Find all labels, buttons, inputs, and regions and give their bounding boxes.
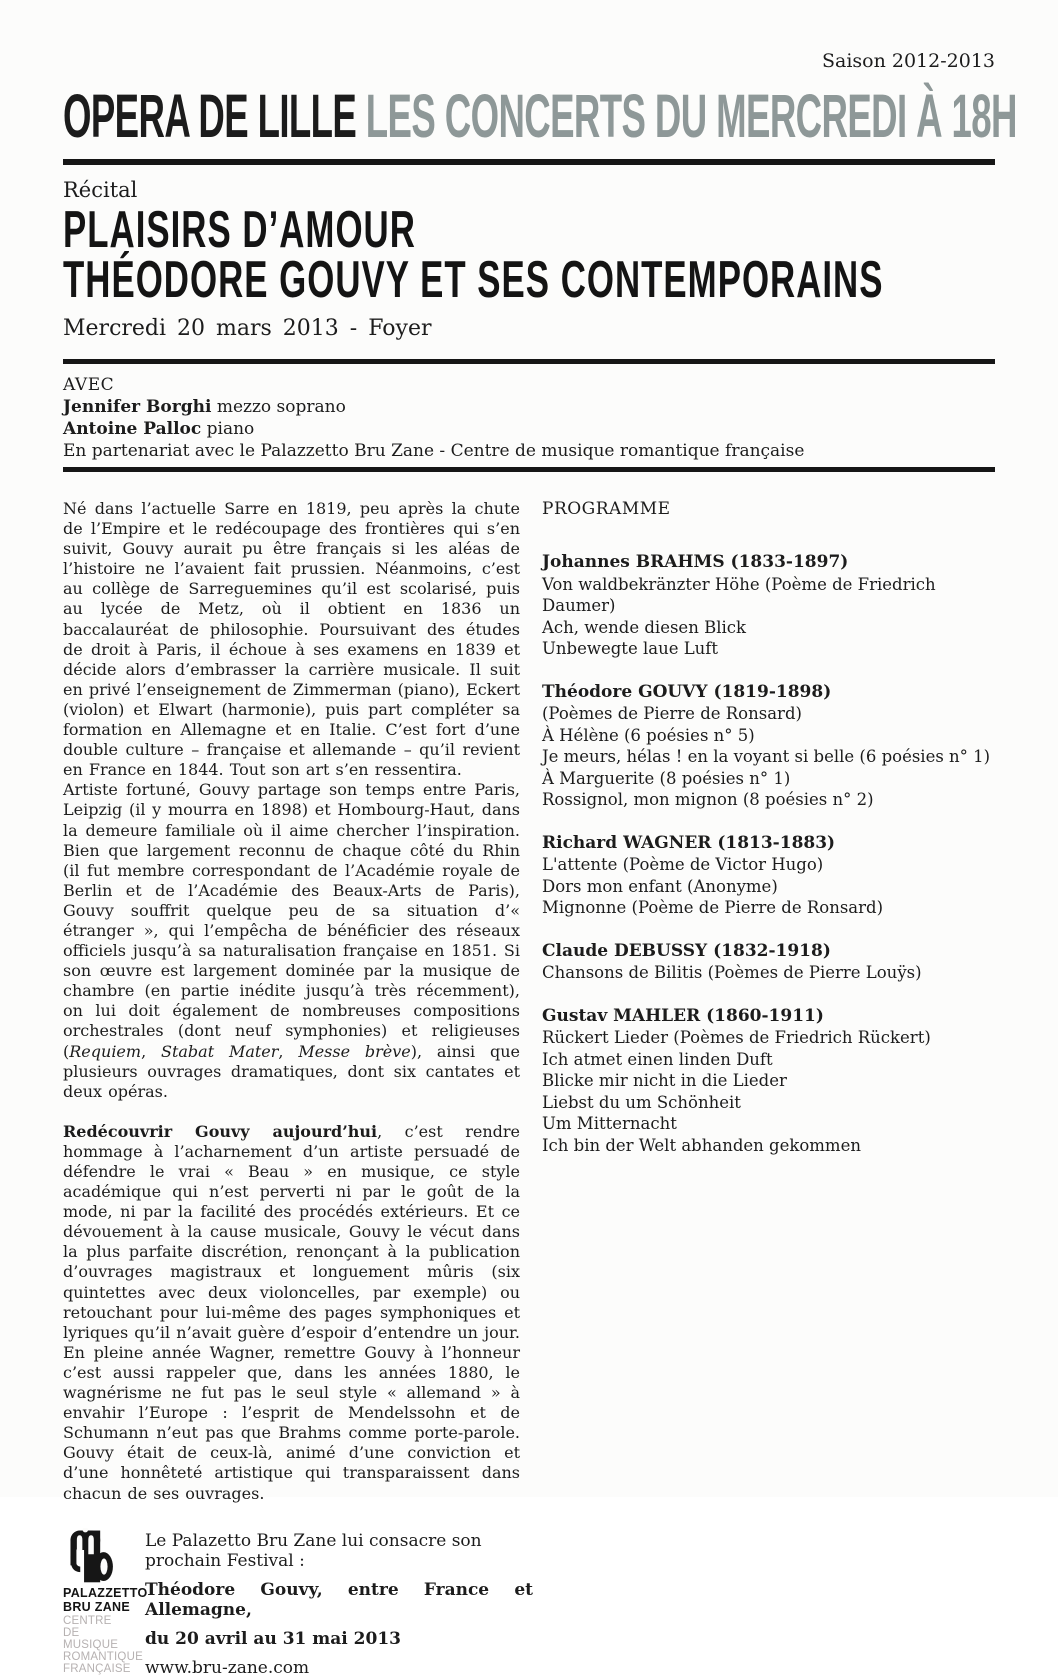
content-columns: [63, 499, 995, 1504]
masthead: [63, 82, 1017, 150]
event-title-line1: PLAISIRS D’AMOUR: [63, 201, 416, 259]
work-title: Ich atmet einen linden Duft: [542, 1049, 773, 1069]
programme-section: [542, 682, 995, 811]
work-title: Liebst du um Schönheit: [542, 1092, 741, 1112]
work-title: À Marguerite (8 poésies n° 1): [542, 768, 791, 788]
work-title: Dors mon enfant (Anonyme): [542, 876, 778, 896]
programme-section: [542, 1006, 995, 1157]
series-title: LES CONCERTS DU MERCREDI À 18H: [365, 82, 1017, 150]
work-title: Ich bin der Welt abhanden gekommen: [542, 1135, 861, 1155]
work-title: À Hélène (6 poésies n° 5): [542, 725, 755, 745]
work-title: Blicke mir nicht in die Lieder: [542, 1071, 787, 1090]
composer-name: Johannes BRAHMS (1833-1897): [542, 552, 849, 572]
credits-label: AVEC: [63, 375, 115, 395]
programme-section: [542, 941, 995, 984]
logo-name-line1: PALAZZETTO: [63, 1585, 148, 1600]
composer-name: Gustav MAHLER (1860-1911): [542, 1005, 824, 1026]
work-title: (Poèmes de Pierre de Ronsard): [542, 704, 802, 723]
event-date-venue: Mercredi 20 mars 2013 - Foyer: [63, 316, 432, 341]
work-title: Ach, wende diesen Blick: [542, 617, 746, 637]
event-title-line2: THÉODORE GOUVY ET SES CONTEMPORAINS: [63, 251, 884, 309]
article-paragraph: Artiste fortuné, Gouvy partage son temps entre Paris, Leipzig (il y mourra en 1898) et Hombourg-Haut, dans la demeure familiale où il aime chercher l’inspiration. Bien que largement reconnu de chaque côté du Rhin (il fut membre correspondant de l’Académie royale de Berlin et de l’Académie des Beaux-Arts de Paris), Gouvy souffrit quelque peu de sa situation d’« étranger », qui l’empêcha de bénéficier des réseaux officiels jusqu’à sa naturalisation française en 1851. Si son œuvre est largement dominée par la musique de chambre (en partie inédite jusqu’à très récemment), on lui doit également de nombreuses compositions orchestrales (dont neuf symphonies) et religieuses (Requiem, Stabat Mater, Messe brève), ainsi que plusieurs ouvrages dramatiques, dont six cantates et deux opéras.: [63, 780, 520, 1101]
work-title: Je meurs, hélas ! en la voyant si belle (6 poésies n° 1): [542, 747, 991, 766]
performers-list: [63, 396, 995, 440]
festival-title: Théodore Gouvy, entre France et Allemagne,: [145, 1579, 533, 1620]
bru-zane-logo-icon: [63, 1528, 117, 1584]
logo-name-line2: BRU ZANE: [63, 1599, 130, 1614]
article-paragraph: Né dans l’actuelle Sarre en 1819, peu après la chute de l’Empire et le redécoupage des frontières qui s’en suivit, Gouvy aurait pu être français si les aléas de l’histoire ne l’avaient fait prussien. Néanmoins, c’est au collège de Sarreguemines qu’il est scolarisé, puis au lycée de Metz, où il obtient en 1836 un baccalauréat de philosophie. Poursuivant des études de droit à Paris, il échoue à ses examens en 1839 et décide alors d’embrasser la carrière musicale. Il suit en privé l’enseignement de Zimmerman (piano), Eckert (violon) et Elwart (harmonie), puis part compléter sa formation en Allemagne et en Italie. C’est fort d’une double culture – française et allemande – qu’il revient en France en 1844. Tout son art s’en ressentira.: [63, 499, 520, 780]
season-label: Saison 2012-2013: [821, 50, 995, 72]
festival-announcement: [145, 1528, 533, 1678]
work-title: Unbewegte laue Luft: [542, 639, 719, 658]
composer-name: Richard WAGNER (1813-1883): [542, 832, 836, 853]
performer-line: Antoine Palloc piano: [63, 419, 255, 439]
composer-name: Théodore GOUVY (1819-1898): [542, 681, 832, 702]
divider-credits: [63, 467, 995, 472]
article: [63, 499, 520, 1504]
bru-zane-logo: [63, 1528, 148, 1678]
programme: [542, 499, 995, 1504]
website-url: www.bru-zane.com: [145, 1657, 310, 1678]
logo-subtitle: [63, 1614, 143, 1675]
programme-section: [542, 552, 995, 660]
performer-name: Jennifer Borghi: [63, 397, 212, 417]
logo-subtitle-line: FRANÇAISE: [63, 1662, 131, 1675]
work-title: Chansons de Bilitis (Poèmes de Pierre Louÿs): [542, 963, 922, 982]
partnership-line: En partenariat avec le Palazzetto Bru Zane - Centre de musique romantique française: [63, 441, 805, 461]
festival-intro: Le Palazetto Bru Zane lui consacre son prochain Festival :: [145, 1530, 482, 1571]
programme-heading: PROGRAMME: [542, 499, 671, 519]
work-title: Rückert Lieder (Poèmes de Friedrich Rückert): [542, 1028, 931, 1047]
festival-dates: du 20 avril au 31 mai 2013: [145, 1628, 401, 1649]
work-title: Von waldbekränzter Höhe (Poème de Friedrich Daumer): [542, 574, 936, 615]
article-paragraph: Redécouvrir Gouvy aujourd’hui, c’est rendre hommage à l’acharnement d’un artiste persuadé de défendre le vrai « Beau » en musique, ce style académique qui n’est perverti ni par le goût de la mode, ni par la facilité des procédés extérieurs. Et ce dévouement à la cause musicale, Gouvy le vécut dans la plus parfaite discrétion, renonçant à la publication d’ouvrages magistraux et longuement mûris (six quintettes avec deux violoncelles, par exemple) ou retouchant pour lui-même des pages symphoniques et lyriques qu’il n’avait guère d’espoir d’entendre un jour. En pleine année Wagner, remettre Gouvy à l’honneur c’est aussi rappeler que, dans les années 1880, le wagnérisme ne fut pas le seul style « allemand » à envahir l’Europe : l’esprit de Mendelssohn et de Schumann n’eut pas que Brahms comme porte-parole. Gouvy était de ceux-là, animé d’une conviction et d’une honnêteté artistique qui transparaissent dans chacun de ses ouvrages.: [63, 1121, 520, 1503]
work-title: Um Mitternacht: [542, 1114, 677, 1133]
divider-title: [63, 359, 995, 364]
credits-block: [63, 374, 995, 462]
logo-subtitle-line: DE MUSIQUE: [63, 1626, 119, 1651]
work-title: Rossignol, mon mignon (8 poésies n° 2): [542, 790, 874, 809]
performer-line: Jennifer Borghi mezzo soprano: [63, 397, 346, 417]
performer-name: Antoine Palloc: [63, 419, 202, 439]
event-title: [63, 201, 995, 309]
logo-subtitle-line: ROMANTIQUE: [63, 1650, 143, 1663]
composer-name: Claude DEBUSSY (1832-1918): [542, 940, 831, 961]
programme-sections: [542, 552, 995, 1156]
logo-subtitle-line: CENTRE: [63, 1614, 112, 1627]
work-title: Mignonne (Poème de Pierre de Ronsard): [542, 898, 884, 917]
footer: [63, 1528, 995, 1678]
event-kind: Récital: [63, 178, 138, 202]
work-title: L'attente (Poème de Victor Hugo): [542, 855, 824, 874]
programme-section: [542, 833, 995, 919]
venue-title: OPERA DE LILLE: [63, 82, 357, 150]
divider-top: [63, 159, 995, 165]
